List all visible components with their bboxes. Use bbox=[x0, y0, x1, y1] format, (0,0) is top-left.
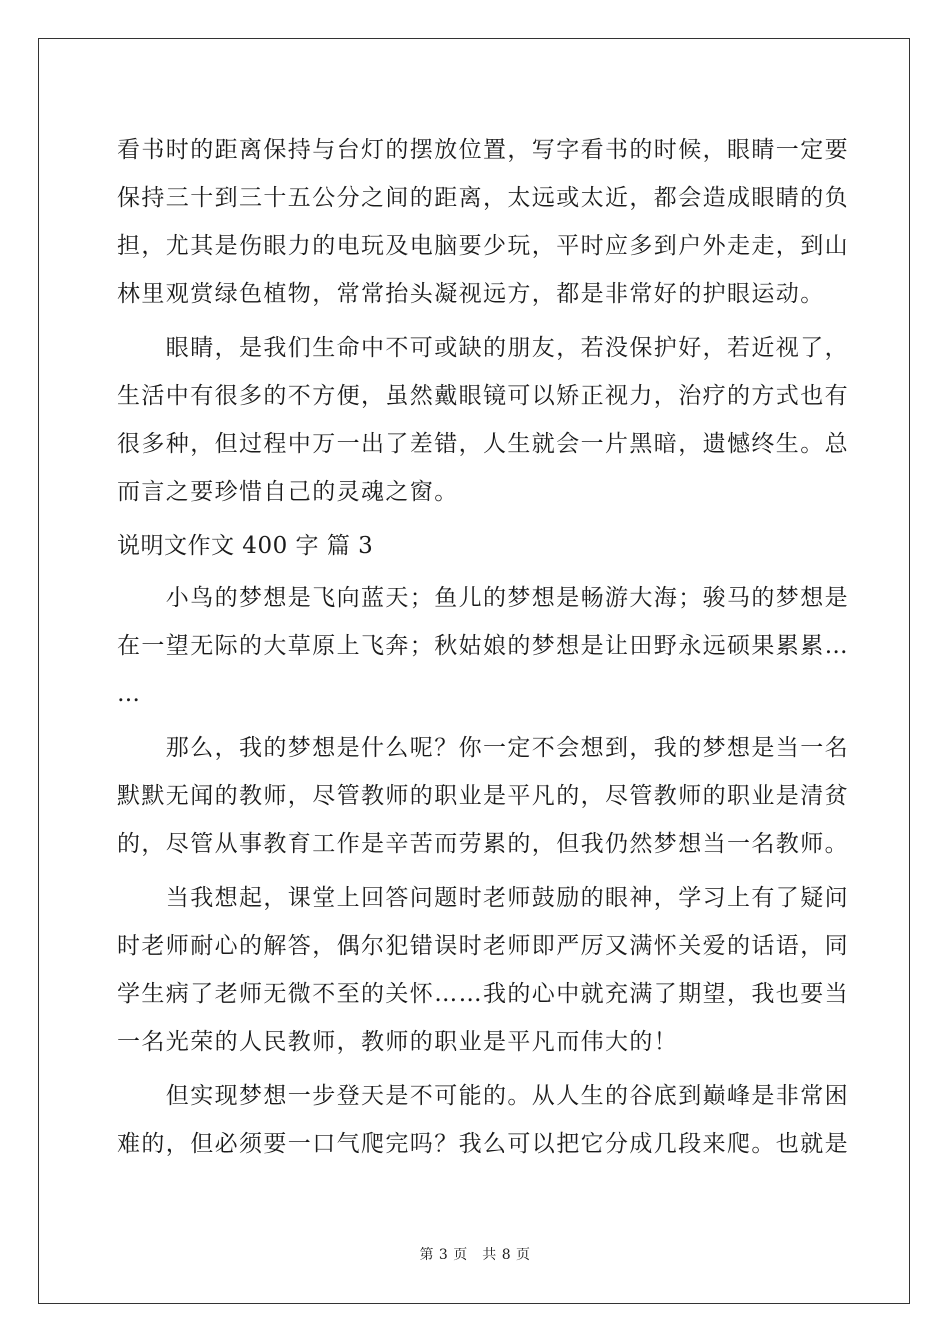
text-line: 但实现梦想一步登天是不可能的。从人生的谷底到巅峰是非常困 bbox=[117, 1083, 849, 1109]
text-line: 生活中有很多的不方便，虽然戴眼镜可以矫正视力，治疗的方式也有 bbox=[117, 383, 849, 409]
text-line: 看书时的距离保持与台灯的摆放位置，写字看书的时候，眼睛一定要 bbox=[117, 137, 849, 163]
text-line: 保持三十到三十五公分之间的距离，太远或太近，都会造成眼睛的负 bbox=[117, 185, 849, 211]
text-line: 很多种，但过程中万一出了差错，人生就会一片黑暗，遗憾终生。总 bbox=[117, 431, 849, 457]
text-line: 那么，我的梦想是什么呢？你一定不会想到，我的梦想是当一名 bbox=[117, 735, 849, 761]
text-line: … bbox=[117, 681, 142, 707]
text-line: 在一望无际的大草原上飞奔；秋姑娘的梦想是让田野永远硕果累累… bbox=[117, 633, 849, 659]
text-line: 小鸟的梦想是飞向蓝天；鱼儿的梦想是畅游大海；骏马的梦想是 bbox=[117, 585, 849, 611]
text-line: 眼睛，是我们生命中不可或缺的朋友，若没保护好，若近视了， bbox=[117, 335, 849, 361]
text-line: 的，尽管从事教育工作是辛苦而劳累的，但我仍然梦想当一名教师。 bbox=[117, 831, 849, 857]
section-heading: 说明文作文 400 字 篇 3 bbox=[117, 533, 374, 559]
text-line: 学生病了老师无微不至的关怀……我的心中就充满了期望，我也要当 bbox=[117, 981, 849, 1007]
page-border bbox=[38, 38, 910, 1304]
text-line: 难的，但必须要一口气爬完吗？我么可以把它分成几段来爬。也就是 bbox=[117, 1131, 849, 1157]
text-line: 而言之要珍惜自己的灵魂之窗。 bbox=[117, 479, 459, 505]
text-line: 担，尤其是伤眼力的电玩及电脑要少玩，平时应多到户外走走，到山 bbox=[117, 233, 849, 259]
text-line: 林里观赏绿色植物，常常抬头凝视远方，都是非常好的护眼运动。 bbox=[117, 281, 825, 307]
text-line: 时老师耐心的解答，偶尔犯错误时老师即严厉又满怀关爱的话语，同 bbox=[117, 933, 849, 959]
text-line: 一名光荣的人民教师，教师的职业是平凡而伟大的！ bbox=[117, 1029, 679, 1055]
text-line: 默默无闻的教师，尽管教师的职业是平凡的，尽管教师的职业是清贫 bbox=[117, 783, 849, 809]
page-footer: 第 3 页 共 8 页 bbox=[419, 1247, 531, 1263]
text-line: 当我想起，课堂上回答问题时老师鼓励的眼神，学习上有了疑问 bbox=[117, 885, 849, 911]
